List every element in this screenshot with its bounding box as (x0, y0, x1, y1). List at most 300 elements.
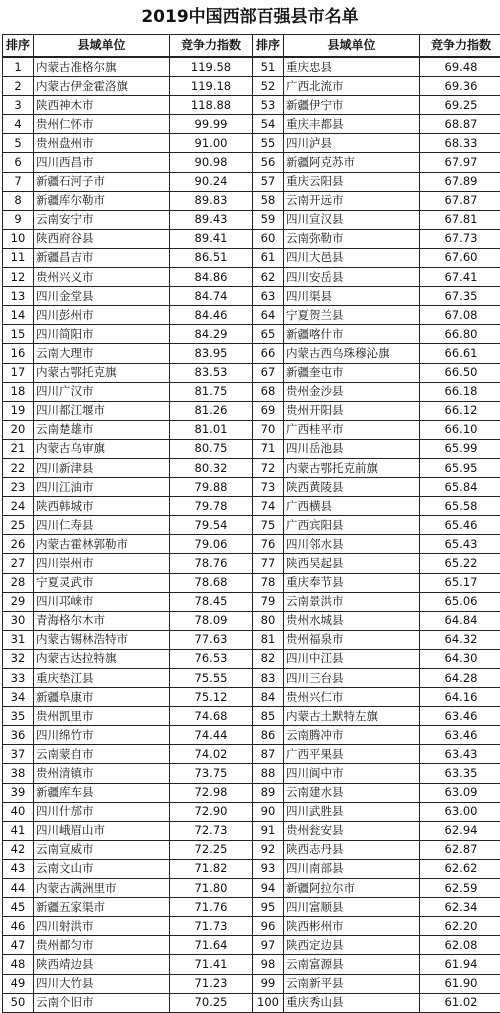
county-name-cell: 广西北流市 (284, 77, 420, 96)
rank-cell: 1 (3, 57, 34, 77)
rank-cell: 96 (253, 917, 284, 936)
rank-cell: 68 (253, 382, 284, 401)
table-row (3, 439, 500, 458)
table-row (3, 382, 500, 401)
score-cell: 72.73 (170, 821, 253, 840)
table-row (3, 344, 500, 363)
score-cell: 72.90 (170, 802, 253, 821)
county-name-cell: 四川宣汉县 (284, 210, 420, 229)
rank-cell: 91 (253, 821, 284, 840)
rank-cell: 13 (3, 287, 34, 306)
county-name-cell: 四川广汉市 (34, 382, 170, 401)
score-cell: 77.63 (170, 630, 253, 649)
rank-cell: 21 (3, 439, 34, 458)
county-name-cell: 重庆奉节县 (284, 573, 420, 592)
rank-cell: 47 (3, 936, 34, 955)
county-name-cell: 宁夏贺兰县 (284, 306, 420, 325)
county-name-cell: 云南开远市 (284, 191, 420, 210)
county-name-cell: 内蒙古鄂托克前旗 (284, 458, 420, 477)
table-row (3, 134, 500, 153)
table-row (3, 573, 500, 592)
rank-cell: 87 (253, 745, 284, 764)
score-cell: 118.88 (170, 96, 253, 115)
score-cell: 62.34 (420, 898, 500, 917)
rank-cell: 43 (3, 859, 34, 878)
county-name-cell: 云南富源县 (284, 955, 420, 974)
rank-cell: 70 (253, 420, 284, 439)
table-row (3, 611, 500, 630)
county-name-cell: 四川大邑县 (284, 248, 420, 267)
rank-cell: 59 (253, 210, 284, 229)
score-cell: 66.10 (420, 420, 500, 439)
rank-cell: 85 (253, 707, 284, 726)
table-row (3, 325, 500, 344)
county-name-cell: 新疆库尔勒市 (34, 191, 170, 210)
rank-cell: 27 (3, 554, 34, 573)
score-header: 竞争力指数 (420, 35, 500, 58)
table-row (3, 879, 500, 898)
county-name-cell: 陕西韩城市 (34, 497, 170, 516)
county-name-cell: 新疆奎屯市 (284, 363, 420, 382)
table-row (3, 478, 500, 497)
table-row (3, 268, 500, 287)
table-row (3, 898, 500, 917)
county-name-cell: 云南弥勒市 (284, 229, 420, 248)
score-cell: 74.68 (170, 707, 253, 726)
rank-cell: 78 (253, 573, 284, 592)
rank-cell: 35 (3, 707, 34, 726)
county-name-cell: 广西横县 (284, 497, 420, 516)
table-row (3, 535, 500, 554)
county-name-cell: 陕西神木市 (34, 96, 170, 115)
county-name-cell: 内蒙古鄂托克旗 (34, 363, 170, 382)
county-name-cell: 内蒙古满洲里市 (34, 879, 170, 898)
score-cell: 67.89 (420, 172, 500, 191)
ranking-table (2, 34, 500, 1013)
score-cell: 63.46 (420, 726, 500, 745)
county-name-cell: 内蒙古土默特左旗 (284, 707, 420, 726)
county-name-cell: 四川邻水县 (284, 535, 420, 554)
rank-cell: 66 (253, 344, 284, 363)
county-name-cell: 贵州盘州市 (34, 134, 170, 153)
table-row (3, 172, 500, 191)
table-row (3, 993, 500, 1012)
county-name-cell: 四川仁寿县 (34, 516, 170, 535)
score-cell: 65.46 (420, 516, 500, 535)
rank-cell: 82 (253, 649, 284, 668)
county-name-cell: 内蒙古西乌珠穆沁旗 (284, 344, 420, 363)
county-name-cell: 内蒙古乌审旗 (34, 439, 170, 458)
county-name-cell: 广西平果县 (284, 745, 420, 764)
rank-cell: 84 (253, 688, 284, 707)
county-name-cell: 云南新平县 (284, 974, 420, 993)
score-cell: 89.83 (170, 191, 253, 210)
county-name-cell: 云南安宁市 (34, 210, 170, 229)
table-row (3, 306, 500, 325)
score-cell: 119.18 (170, 77, 253, 96)
county-name-cell: 四川三台县 (284, 669, 420, 688)
score-cell: 80.32 (170, 458, 253, 477)
county-name-cell: 四川崇州市 (34, 554, 170, 573)
rank-cell: 51 (253, 57, 284, 77)
county-name-cell: 内蒙古锡林浩特市 (34, 630, 170, 649)
score-cell: 62.94 (420, 821, 500, 840)
rank-cell: 15 (3, 325, 34, 344)
score-cell: 67.87 (420, 191, 500, 210)
score-cell: 78.76 (170, 554, 253, 573)
table-row (3, 917, 500, 936)
rank-cell: 72 (253, 458, 284, 477)
county-name-cell: 贵州兴仁市 (284, 688, 420, 707)
score-cell: 84.46 (170, 306, 253, 325)
score-cell: 64.84 (420, 611, 500, 630)
rank-cell: 61 (253, 248, 284, 267)
table-row (3, 630, 500, 649)
score-cell: 84.74 (170, 287, 253, 306)
rank-cell: 22 (3, 458, 34, 477)
table-row (3, 669, 500, 688)
table-row (3, 363, 500, 382)
rank-cell: 69 (253, 401, 284, 420)
rank-cell: 20 (3, 420, 34, 439)
score-cell: 65.22 (420, 554, 500, 573)
score-cell: 61.02 (420, 993, 500, 1012)
rank-cell: 16 (3, 344, 34, 363)
county-name-cell: 新疆石河子市 (34, 172, 170, 191)
county-name-cell: 贵州水城县 (284, 611, 420, 630)
rank-cell: 80 (253, 611, 284, 630)
table-row (3, 153, 500, 172)
county-name-cell: 重庆云阳县 (284, 172, 420, 191)
table-row (3, 859, 500, 878)
score-cell: 81.01 (170, 420, 253, 439)
score-cell: 65.95 (420, 458, 500, 477)
table-row (3, 57, 500, 77)
county-name-cell: 新疆阿克苏市 (284, 153, 420, 172)
score-cell: 65.84 (420, 478, 500, 497)
rank-cell: 34 (3, 688, 34, 707)
rank-cell: 48 (3, 955, 34, 974)
rank-cell: 39 (3, 783, 34, 802)
table-row (3, 802, 500, 821)
table-row (3, 248, 500, 267)
score-cell: 62.08 (420, 936, 500, 955)
rank-cell: 90 (253, 802, 284, 821)
table-row (3, 458, 500, 477)
score-cell: 64.30 (420, 649, 500, 668)
score-cell: 83.53 (170, 363, 253, 382)
county-name-cell: 四川西昌市 (34, 153, 170, 172)
table-row (3, 707, 500, 726)
score-cell: 71.80 (170, 879, 253, 898)
score-cell: 66.12 (420, 401, 500, 420)
county-name-cell: 四川什邡市 (34, 802, 170, 821)
score-cell: 71.41 (170, 955, 253, 974)
table-row (3, 191, 500, 210)
score-cell: 67.97 (420, 153, 500, 172)
score-cell: 70.25 (170, 993, 253, 1012)
rank-cell: 88 (253, 764, 284, 783)
table-row (3, 516, 500, 535)
rank-cell: 12 (3, 268, 34, 287)
rank-cell: 6 (3, 153, 34, 172)
score-cell: 89.43 (170, 210, 253, 229)
score-cell: 66.61 (420, 344, 500, 363)
county-name-cell: 四川彭州市 (34, 306, 170, 325)
county-name-cell: 四川简阳市 (34, 325, 170, 344)
county-name-cell: 贵州清镇市 (34, 764, 170, 783)
rank-cell: 95 (253, 898, 284, 917)
rank-cell: 58 (253, 191, 284, 210)
county-name-cell: 陕西靖边县 (34, 955, 170, 974)
table-row (3, 115, 500, 134)
score-cell: 90.24 (170, 172, 253, 191)
rank-cell: 64 (253, 306, 284, 325)
rank-cell: 81 (253, 630, 284, 649)
score-cell: 62.62 (420, 859, 500, 878)
score-cell: 64.16 (420, 688, 500, 707)
rank-cell: 7 (3, 172, 34, 191)
rank-cell: 67 (253, 363, 284, 382)
county-name-cell: 陕西志丹县 (284, 840, 420, 859)
rank-cell: 26 (3, 535, 34, 554)
score-cell: 99.99 (170, 115, 253, 134)
table-row (3, 96, 500, 115)
rank-cell: 98 (253, 955, 284, 974)
rank-cell: 77 (253, 554, 284, 573)
rank-cell: 99 (253, 974, 284, 993)
county-name-cell: 云南景洪市 (284, 592, 420, 611)
rank-cell: 79 (253, 592, 284, 611)
table-row (3, 688, 500, 707)
county-name-cell: 贵州金沙县 (284, 382, 420, 401)
rank-cell: 36 (3, 726, 34, 745)
score-cell: 119.58 (170, 57, 253, 77)
score-cell: 63.00 (420, 802, 500, 821)
county-name-cell: 内蒙古霍林郭勒市 (34, 535, 170, 554)
score-cell: 66.18 (420, 382, 500, 401)
score-cell: 71.82 (170, 859, 253, 878)
table-row (3, 554, 500, 573)
score-cell: 73.75 (170, 764, 253, 783)
rank-cell: 4 (3, 115, 34, 134)
rank-cell: 73 (253, 478, 284, 497)
county-name-cell: 云南个旧市 (34, 993, 170, 1012)
county-name-cell: 陕西彬州市 (284, 917, 420, 936)
rank-cell: 30 (3, 611, 34, 630)
score-cell: 64.32 (420, 630, 500, 649)
rank-cell: 32 (3, 649, 34, 668)
county-name-cell: 贵州兴义市 (34, 268, 170, 287)
rank-cell: 83 (253, 669, 284, 688)
table-row (3, 764, 500, 783)
table-row (3, 420, 500, 439)
score-cell: 65.17 (420, 573, 500, 592)
rank-cell: 100 (253, 993, 284, 1012)
rank-cell: 19 (3, 401, 34, 420)
score-cell: 91.00 (170, 134, 253, 153)
rank-cell: 25 (3, 516, 34, 535)
county-name-cell: 云南宣威市 (34, 840, 170, 859)
county-name-cell: 内蒙古达拉特旗 (34, 649, 170, 668)
score-cell: 86.51 (170, 248, 253, 267)
score-cell: 63.46 (420, 707, 500, 726)
table-body (3, 57, 500, 1012)
county-name-cell: 新疆伊宁市 (284, 96, 420, 115)
county-name-cell: 四川阆中市 (284, 764, 420, 783)
county-header: 县域单位 (284, 35, 420, 58)
score-cell: 81.75 (170, 382, 253, 401)
score-cell: 66.50 (420, 363, 500, 382)
table-row (3, 229, 500, 248)
county-name-cell: 四川中江县 (284, 649, 420, 668)
rank-cell: 33 (3, 669, 34, 688)
score-cell: 61.90 (420, 974, 500, 993)
county-name-cell: 云南楚雄市 (34, 420, 170, 439)
county-name-cell: 四川射洪市 (34, 917, 170, 936)
score-cell: 66.80 (420, 325, 500, 344)
county-name-cell: 四川邛崃市 (34, 592, 170, 611)
score-cell: 74.44 (170, 726, 253, 745)
county-name-cell: 四川南部县 (284, 859, 420, 878)
rank-cell: 11 (3, 248, 34, 267)
rank-cell: 89 (253, 783, 284, 802)
score-cell: 65.58 (420, 497, 500, 516)
score-cell: 63.43 (420, 745, 500, 764)
county-name-cell: 广西桂平市 (284, 420, 420, 439)
score-cell: 75.55 (170, 669, 253, 688)
rank-cell: 63 (253, 287, 284, 306)
score-cell: 63.35 (420, 764, 500, 783)
score-cell: 67.41 (420, 268, 500, 287)
rank-cell: 53 (253, 96, 284, 115)
rank-cell: 92 (253, 840, 284, 859)
score-cell: 78.09 (170, 611, 253, 630)
rank-cell: 60 (253, 229, 284, 248)
county-name-cell: 广西宾阳县 (284, 516, 420, 535)
county-name-cell: 四川大竹县 (34, 974, 170, 993)
score-cell: 63.09 (420, 783, 500, 802)
score-cell: 79.54 (170, 516, 253, 535)
score-cell: 84.29 (170, 325, 253, 344)
rank-cell: 9 (3, 210, 34, 229)
rank-cell: 76 (253, 535, 284, 554)
county-header: 县域单位 (34, 35, 170, 58)
rank-cell: 45 (3, 898, 34, 917)
rank-cell: 86 (253, 726, 284, 745)
county-name-cell: 陕西府谷县 (34, 229, 170, 248)
score-header: 竞争力指数 (170, 35, 253, 58)
score-cell: 90.98 (170, 153, 253, 172)
score-cell: 84.86 (170, 268, 253, 287)
county-name-cell: 四川峨眉山市 (34, 821, 170, 840)
rank-cell: 54 (253, 115, 284, 134)
county-name-cell: 重庆垫江县 (34, 669, 170, 688)
county-name-cell: 四川富顺县 (284, 898, 420, 917)
score-cell: 69.36 (420, 77, 500, 96)
rank-cell: 40 (3, 802, 34, 821)
score-cell: 62.20 (420, 917, 500, 936)
table-row (3, 936, 500, 955)
rank-cell: 2 (3, 77, 34, 96)
rank-cell: 23 (3, 478, 34, 497)
score-cell: 89.41 (170, 229, 253, 248)
rank-cell: 41 (3, 821, 34, 840)
score-cell: 71.73 (170, 917, 253, 936)
score-cell: 64.28 (420, 669, 500, 688)
rank-cell: 50 (3, 993, 34, 1012)
county-name-cell: 重庆秀山县 (284, 993, 420, 1012)
score-cell: 67.35 (420, 287, 500, 306)
county-name-cell: 四川金堂县 (34, 287, 170, 306)
page-title: 2019中国西部百强县市名单 (0, 0, 500, 34)
rank-cell: 42 (3, 840, 34, 859)
table-row (3, 974, 500, 993)
score-cell: 75.12 (170, 688, 253, 707)
rank-cell: 31 (3, 630, 34, 649)
county-name-cell: 四川安岳县 (284, 268, 420, 287)
rank-cell: 65 (253, 325, 284, 344)
county-name-cell: 四川渠县 (284, 287, 420, 306)
score-cell: 67.81 (420, 210, 500, 229)
table-row (3, 401, 500, 420)
county-name-cell: 四川武胜县 (284, 802, 420, 821)
rank-cell: 56 (253, 153, 284, 172)
rank-cell: 3 (3, 96, 34, 115)
rank-cell: 46 (3, 917, 34, 936)
rank-header: 排序 (253, 35, 284, 58)
county-name-cell: 四川泸县 (284, 134, 420, 153)
rank-cell: 52 (253, 77, 284, 96)
county-name-cell: 新疆五家渠市 (34, 898, 170, 917)
table-row (3, 955, 500, 974)
rank-cell: 93 (253, 859, 284, 878)
rank-cell: 57 (253, 172, 284, 191)
rank-cell: 38 (3, 764, 34, 783)
rank-cell: 14 (3, 306, 34, 325)
rank-cell: 10 (3, 229, 34, 248)
table-row (3, 497, 500, 516)
score-cell: 69.48 (420, 57, 500, 77)
county-name-cell: 云南蒙自市 (34, 745, 170, 764)
rank-cell: 5 (3, 134, 34, 153)
county-name-cell: 贵州都匀市 (34, 936, 170, 955)
county-name-cell: 贵州凯里市 (34, 707, 170, 726)
county-name-cell: 新疆阜康市 (34, 688, 170, 707)
score-cell: 83.95 (170, 344, 253, 363)
rank-cell: 97 (253, 936, 284, 955)
county-name-cell: 内蒙古准格尔旗 (34, 57, 170, 77)
score-cell: 65.43 (420, 535, 500, 554)
county-name-cell: 新疆库车县 (34, 783, 170, 802)
rank-cell: 18 (3, 382, 34, 401)
county-name-cell: 四川都江堰市 (34, 401, 170, 420)
score-cell: 67.73 (420, 229, 500, 248)
score-cell: 69.25 (420, 96, 500, 115)
county-name-cell: 四川绵竹市 (34, 726, 170, 745)
table-row (3, 726, 500, 745)
county-name-cell: 新疆昌吉市 (34, 248, 170, 267)
score-cell: 71.76 (170, 898, 253, 917)
rank-cell: 71 (253, 439, 284, 458)
rank-cell: 55 (253, 134, 284, 153)
table-row (3, 592, 500, 611)
score-cell: 65.06 (420, 592, 500, 611)
score-cell: 76.53 (170, 649, 253, 668)
score-cell: 68.87 (420, 115, 500, 134)
county-name-cell: 陕西黄陵县 (284, 478, 420, 497)
county-name-cell: 贵州瓮安县 (284, 821, 420, 840)
